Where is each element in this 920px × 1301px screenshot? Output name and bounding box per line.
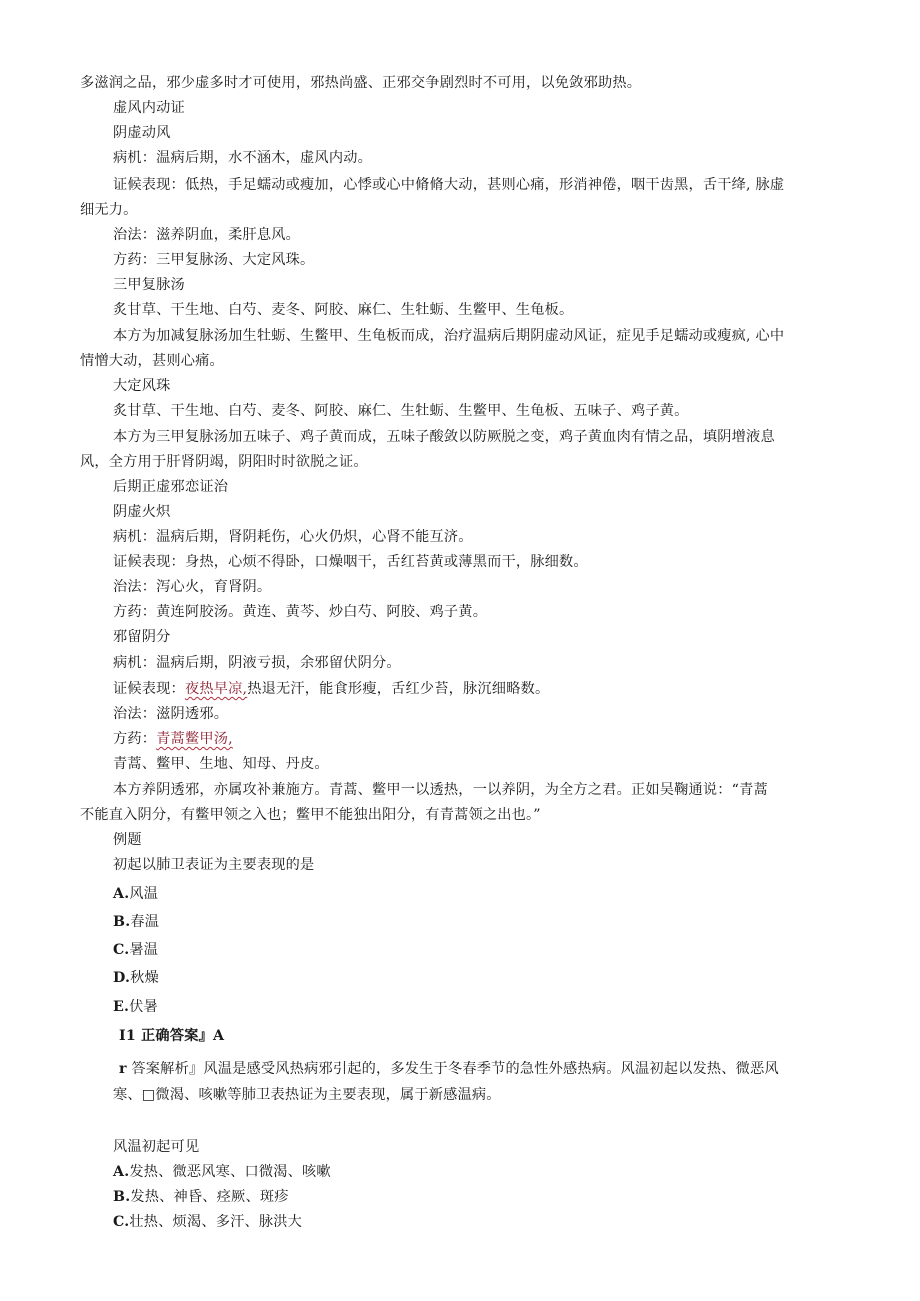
option-letter: A.	[113, 1164, 130, 1180]
answer-option	[113, 1213, 302, 1231]
paragraph-line: 方药：黄连阿胶汤。黄连、黄芩、炒白芍、阿胶、鸡子黄。	[113, 604, 488, 620]
subsection-heading: 三甲复脉汤	[113, 277, 185, 293]
spellcheck-flagged-text: 夜热早凉,	[184, 681, 248, 697]
paragraph-line: 多滋润之品，邪少虚多时才可使用，邪热尚盛、正邪交争剧烈时不可用，以免敛邪助热。	[80, 75, 642, 91]
subsection-heading: 阴虚动风	[113, 125, 171, 141]
question-stem: 风温初起可见	[113, 1139, 200, 1155]
option-text: 发热、微恶风寒、口微渴、咳嗽	[129, 1164, 331, 1180]
option-letter: C.	[113, 1214, 130, 1230]
paragraph-line: 情憎大动，甚则心痛。	[80, 353, 224, 369]
line-label: 方药：	[113, 731, 157, 747]
section-heading: 例题	[113, 832, 142, 848]
subsection-heading: 邪留阴分	[113, 629, 171, 645]
paragraph-line: 炙甘草、干生地、白芍、麦冬、阿胶、麻仁、生牡蛎、生鳖甲、生龟板。	[113, 302, 574, 318]
answer-label: I1 正确答案』	[119, 1028, 213, 1044]
paragraph-line: 方药：三甲复脉汤、大定风珠。	[113, 252, 315, 268]
option-letter: E.	[113, 999, 130, 1015]
option-text: 暑温	[129, 942, 159, 958]
section-heading: 后期正虚邪恋证治	[113, 479, 229, 495]
analysis-line: 寒、□微渴、咳嗽等肺卫表热证为主要表现，属于新感温病。	[113, 1087, 501, 1103]
subsection-heading: 大定风珠	[113, 378, 171, 394]
line-label: 证候表现：	[113, 681, 185, 697]
paragraph-line: 青蒿、鳖甲、生地、知母、丹皮。	[113, 756, 329, 772]
answer-option	[113, 885, 158, 903]
spellcheck-flagged-text: 青蒿鳖甲汤,	[156, 731, 233, 747]
option-letter: C.	[113, 942, 130, 958]
analysis-text: 答案解析』风温是感受风热病邪引起的，多发生于冬春季节的急性外感热病。风温初起以发热、微恶风	[131, 1061, 779, 1077]
paragraph-line: 病机：温病后期，肾阴耗伤，心火仍炽，心肾不能互济。	[113, 529, 473, 545]
answer-option	[113, 1188, 289, 1206]
paragraph-line	[113, 730, 233, 748]
option-text: 风温	[129, 886, 159, 902]
line-text: 热退无汗，能食形瘦，舌红少苔，脉沉细略数。	[247, 681, 550, 697]
question-stem: 初起以肺卫表证为主要表现的是	[113, 857, 315, 873]
option-text: 春温	[130, 914, 160, 930]
option-letter: A.	[113, 886, 130, 902]
paragraph-line: 风，全方用于肝肾阴竭，阴阳时时欲脱之证。	[80, 454, 368, 470]
paragraph-line: 证候表现：低热，手足蠕动或瘦加，心悸或心中脩脩大动，甚则心痛，形消神倦，咽干齿黑，舌干绛, 脉虚	[113, 177, 785, 193]
paragraph-line: 本方养阴透邪，亦属攻补兼施方。青蒿、鳖甲一以透热，一以养阴，为全方之君。正如吴鞠通说：“青蒿	[113, 782, 768, 798]
section-heading: 虚风内动证	[113, 100, 185, 116]
analysis-line	[119, 1060, 779, 1078]
option-letter: D.	[113, 970, 131, 986]
analysis-marker: r	[119, 1061, 127, 1077]
option-letter: B.	[113, 914, 131, 930]
paragraph-line: 治法：滋养阴血，柔肝息风。	[113, 227, 301, 243]
correct-answer	[119, 1027, 224, 1045]
answer-option	[113, 969, 159, 987]
paragraph-line: 治法：滋阴透邪。	[113, 706, 229, 722]
option-text: 伏暑	[129, 999, 158, 1015]
paragraph-line: 炙甘草、干生地、白芍、麦冬、阿胶、麻仁、生牡蛎、生鳖甲、生龟板、五味子、鸡子黄。	[113, 403, 689, 419]
answer-value: A	[213, 1028, 225, 1044]
answer-option	[113, 941, 158, 959]
answer-option	[113, 913, 159, 931]
option-text: 发热、神昏、痉厥、斑疹	[130, 1189, 289, 1205]
paragraph-line: 细无力。	[80, 202, 138, 218]
paragraph-line: 本方为加减复脉汤加生牡蛎、生鳖甲、生龟板而成，治疗温病后期阴虚动风证，症见手足蠕动或瘦疯, 心中	[113, 328, 785, 344]
paragraph-line: 病机：温病后期，阴液亏损，余邪留伏阴分。	[113, 655, 401, 671]
paragraph-line: 本方为三甲复脉汤加五味子、鸡子黄而成，五味子酸敛以防厥脱之变，鸡子黄血肉有情之品，填阴增液息	[113, 429, 775, 445]
paragraph-line	[113, 680, 549, 698]
answer-option	[113, 1163, 331, 1181]
paragraph-line: 病机：温病后期，水不涵木，虚风内动。	[113, 150, 372, 166]
option-text: 秋燥	[130, 970, 159, 986]
subsection-heading: 阴虚火炽	[113, 504, 171, 520]
paragraph-line: 治法：泻心火，育肾阴。	[113, 579, 272, 595]
option-text: 壮热、烦渴、多汗、脉洪大	[129, 1214, 303, 1230]
answer-option	[113, 998, 158, 1016]
paragraph-line: 不能直入阴分，有鳖甲领之入也；鳖甲不能独出阳分，有青蒿领之出也。”	[80, 807, 541, 823]
paragraph-line: 证候表现：身热，心烦不得卧，口燥咽干，舌红苔黄或薄黑而干，脉细数。	[113, 554, 588, 570]
option-letter: B.	[113, 1189, 131, 1205]
